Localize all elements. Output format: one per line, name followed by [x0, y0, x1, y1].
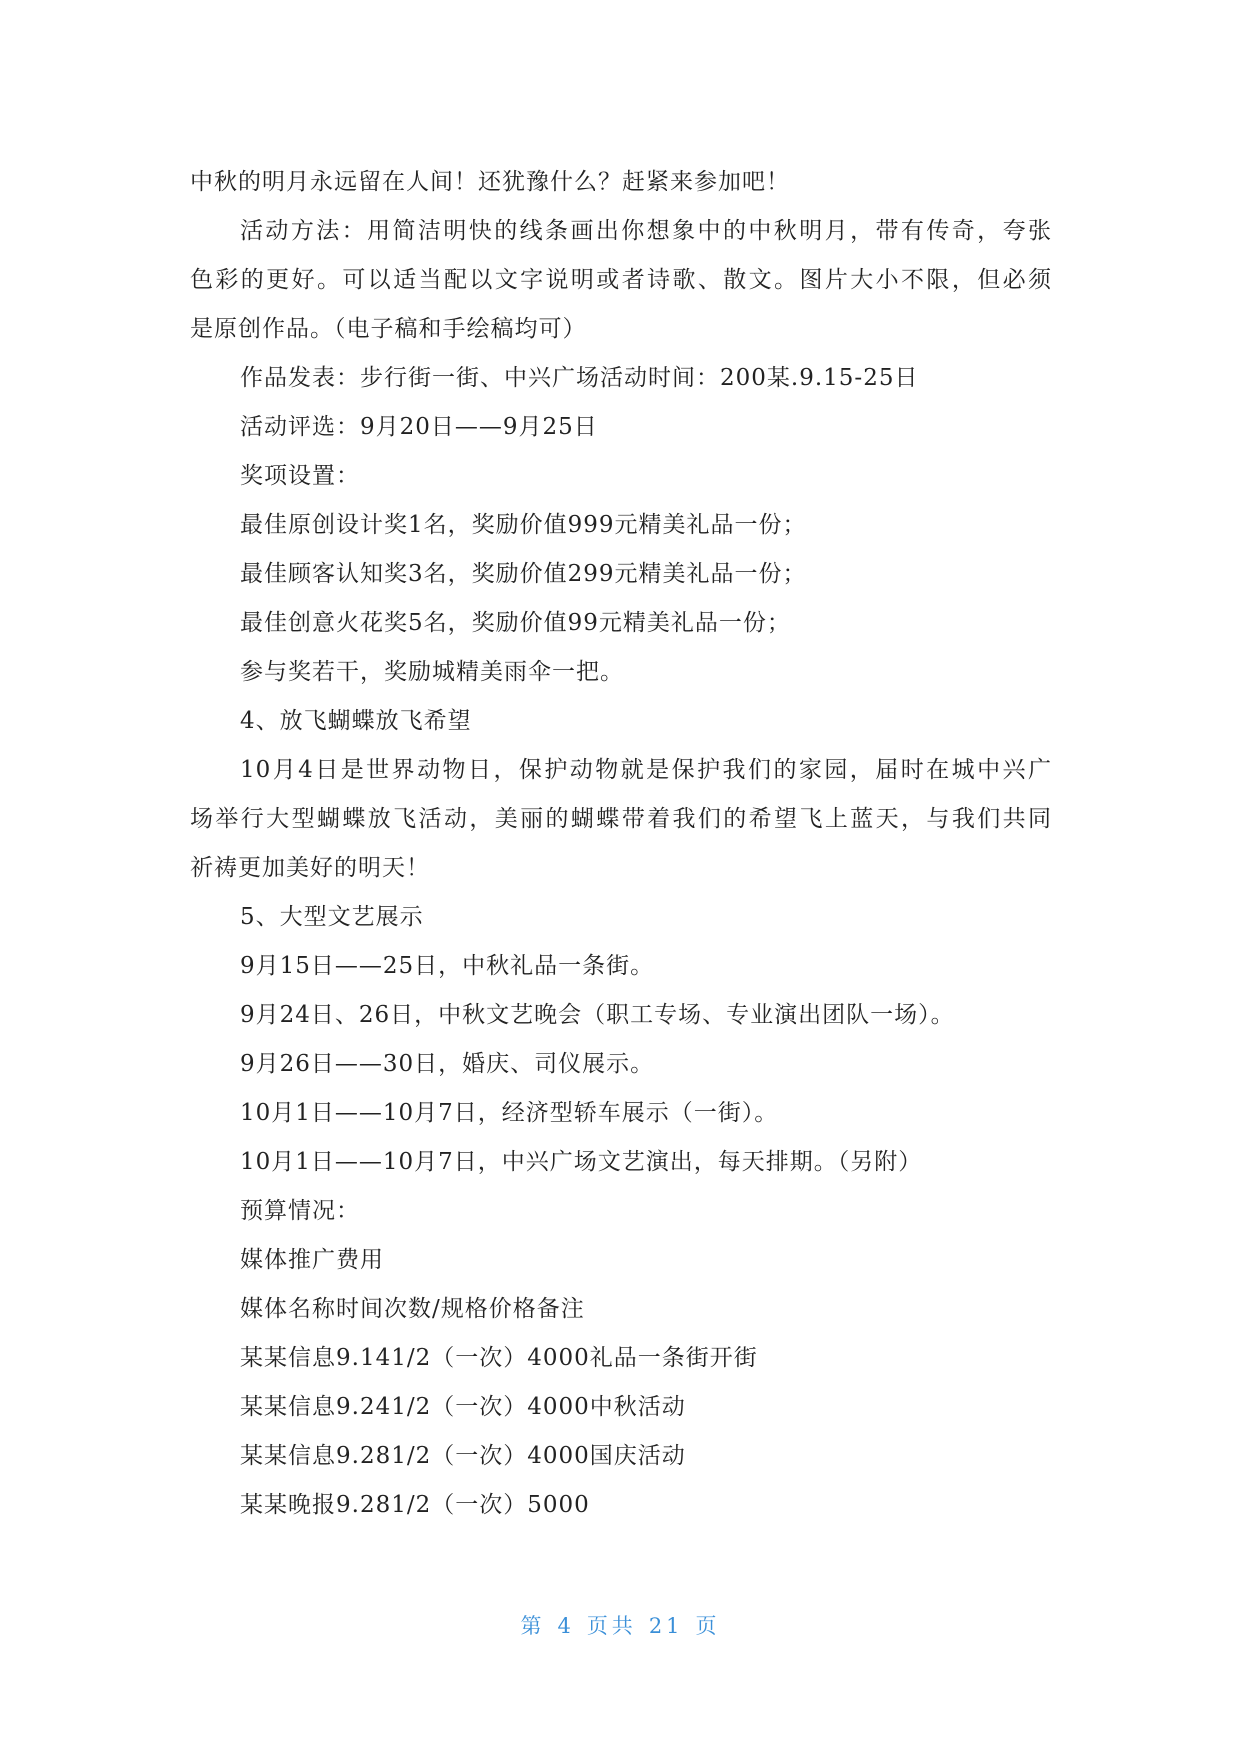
footer-prefix: 第: [520, 1614, 546, 1638]
footer-middle: 页共: [586, 1614, 637, 1638]
paragraph-line: 某某信息9.241/2（一次）4000中秋活动: [240, 1394, 686, 1420]
paragraph-line: 活动方法：用简洁明快的线条画出你想象中的中秋明月，带有传奇，夸张: [240, 218, 1052, 244]
paragraph-line: 活动评选：9月20日——9月25日: [240, 414, 598, 440]
paragraph-line: 10月1日——10月7日，中兴广场文艺演出，每天排期。（另附）: [240, 1149, 923, 1175]
paragraph-line: 最佳原创设计奖1名，奖励价值999元精美礼品一份；: [240, 512, 807, 538]
paragraph-line: 某某晚报9.281/2（一次）5000: [240, 1492, 590, 1518]
paragraph-line: 中秋的明月永远留在人间！还犹豫什么？赶紧来参加吧！: [190, 169, 790, 195]
paragraph-line: 9月26日——30日，婚庆、司仪展示。: [240, 1051, 655, 1077]
paragraph-line: 作品发表：步行街一街、中兴广场活动时间：200某.9.15-25日: [240, 365, 919, 391]
paragraph-line: 10月1日——10月7日，经济型轿车展示（一街）。: [240, 1100, 779, 1126]
paragraph-line: 9月15日——25日，中秋礼品一条街。: [240, 953, 655, 979]
paragraph-line: 某某信息9.281/2（一次）4000国庆活动: [240, 1443, 686, 1469]
footer-total-pages: 21: [648, 1614, 684, 1638]
page-footer: [0, 1610, 1241, 1640]
paragraph-line: 参与奖若干，奖励城精美雨伞一把。: [240, 659, 624, 685]
paragraph-line: 祈祷更加美好的明天！: [190, 855, 430, 881]
paragraph-line: 10月4日是世界动物日，保护动物就是保护我们的家园，届时在城中兴广: [240, 757, 1052, 783]
paragraph-line: 4、放飞蝴蝶放飞希望: [240, 708, 472, 734]
paragraph-line: 5、大型文艺展示: [240, 904, 424, 930]
paragraph-line: 最佳顾客认知奖3名，奖励价值299元精美礼品一份；: [240, 561, 807, 587]
paragraph-line: 最佳创意火花奖5名，奖励价值99元精美礼品一份；: [240, 610, 791, 636]
footer-suffix: 页: [695, 1614, 721, 1638]
document-body: [190, 158, 1052, 1530]
paragraph-line: 某某信息9.141/2（一次）4000礼品一条街开街: [240, 1345, 758, 1371]
paragraph-line: 媒体名称时间次数/规格价格备注: [240, 1296, 585, 1322]
paragraph-line: 场举行大型蝴蝶放飞活动，美丽的蝴蝶带着我们的希望飞上蓝天，与我们共同: [190, 806, 1052, 832]
paragraph-line: 媒体推广费用: [240, 1247, 384, 1273]
paragraph-line: 色彩的更好。可以适当配以文字说明或者诗歌、散文。图片大小不限，但必须: [190, 267, 1052, 293]
paragraph-line: 9月24日、26日，中秋文艺晚会（职工专场、专业演出团队一场）。: [240, 1002, 955, 1028]
paragraph-line: 是原创作品。（电子稿和手绘稿均可）: [190, 316, 587, 342]
paragraph-line: 预算情况：: [240, 1198, 360, 1224]
footer-page-number: 4: [557, 1614, 575, 1638]
paragraph-line: 奖项设置：: [240, 463, 360, 489]
